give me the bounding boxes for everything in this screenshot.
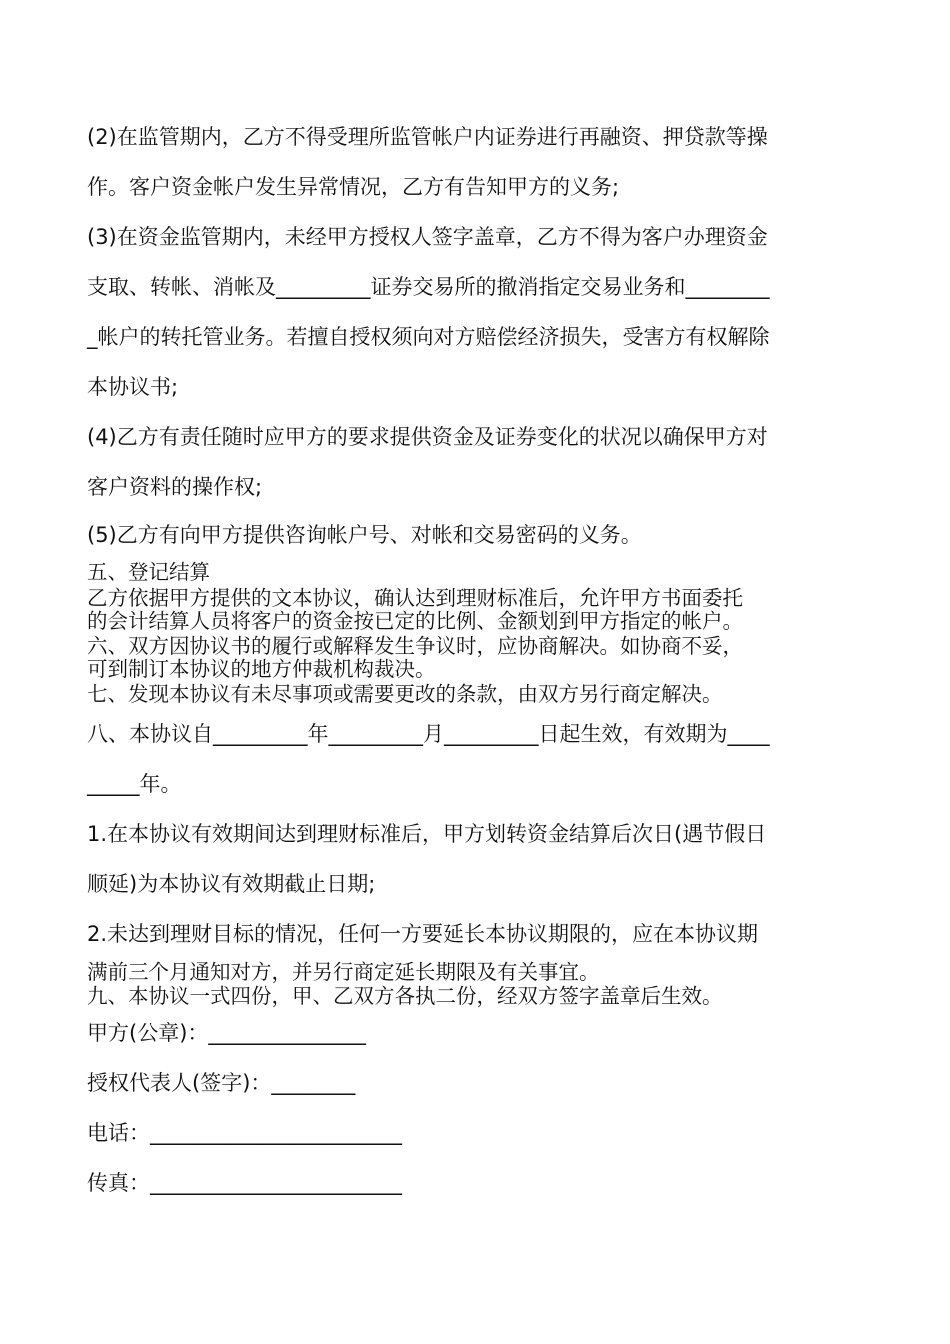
section-5-heading: 五、登记结算 (87, 560, 210, 584)
section-5-line-1: 乙方依据甲方提供的文本协议，确认达到理财标准后，允许甲方书面委托 (87, 586, 743, 610)
clause-3-line-4: 本协议书; (87, 375, 179, 399)
section-9-line-1: 九、本协议一式四份，甲、乙双方各执二份，经双方签字盖章后生效。 (87, 984, 723, 1008)
authorized-rep-signature-field: 授权代表人(签字)：________ (87, 1071, 356, 1095)
clause-5-line-1: (5)乙方有向甲方提供咨询帐户号、对帐和交易密码的义务。 (87, 523, 642, 547)
clause-4-line-2: 客户资料的操作权; (87, 475, 263, 499)
item-1-line-2: 顺延)为本协议有效期截止日期; (87, 872, 376, 896)
item-2-line-2: 满前三个月通知对方，并另行商定延长期限及有关事宜。 (87, 960, 600, 984)
section-5-line-2: 的会计结算人员将客户的资金按已定的比例、金额划到甲方指定的帐户。 (87, 609, 743, 633)
section-7-line-1: 七、发现本协议有未尽事项或需要更改的条款，由双方另行商定解决。 (87, 682, 723, 706)
section-8-line-2: _____年。 (87, 772, 182, 796)
section-8-line-1: 八、本协议自_________年_________月_________日起生效，有效期为____ (87, 722, 770, 746)
phone-field: 电话：________________________ (87, 1121, 402, 1145)
clause-2-line-2: 作。客户资金帐户发生异常情况，乙方有告知甲方的义务; (87, 175, 620, 199)
item-1-line-1: 1.在本协议有效期间达到理财标准后，甲方划转资金结算后次日(遇节假日 (87, 822, 767, 846)
section-6-line-2: 可到制订本协议的地方仲裁机构裁决。 (87, 657, 436, 681)
party-a-seal-field: 甲方(公章)：_______________ (87, 1021, 366, 1045)
clause-3-line-2: 支取、转帐、消帐及_________证券交易所的撤消指定交易业务和________ (87, 275, 770, 299)
clause-3-line-1: (3)在资金监管期内，未经甲方授权人签字盖章，乙方不得为客户办理资金 (87, 225, 768, 249)
section-6-line-1: 六、双方因协议书的履行或解释发生争议时，应协商解决。如协商不妥， (87, 634, 743, 658)
clause-3-line-3: _帐户的转托管业务。若擅自授权须向对方赔偿经济损失，受害方有权解除 (87, 325, 770, 349)
clause-2-line-1: (2)在监管期内，乙方不得受理所监管帐户内证券进行再融资、押贷款等操 (87, 125, 768, 149)
clause-4-line-1: (4)乙方有责任随时应甲方的要求提供资金及证券变化的状况以确保甲方对 (87, 425, 768, 449)
item-2-line-1: 2.未达到理财目标的情况，任何一方要延长本协议期限的，应在本协议期 (87, 922, 759, 946)
fax-field: 传真：________________________ (87, 1171, 402, 1195)
